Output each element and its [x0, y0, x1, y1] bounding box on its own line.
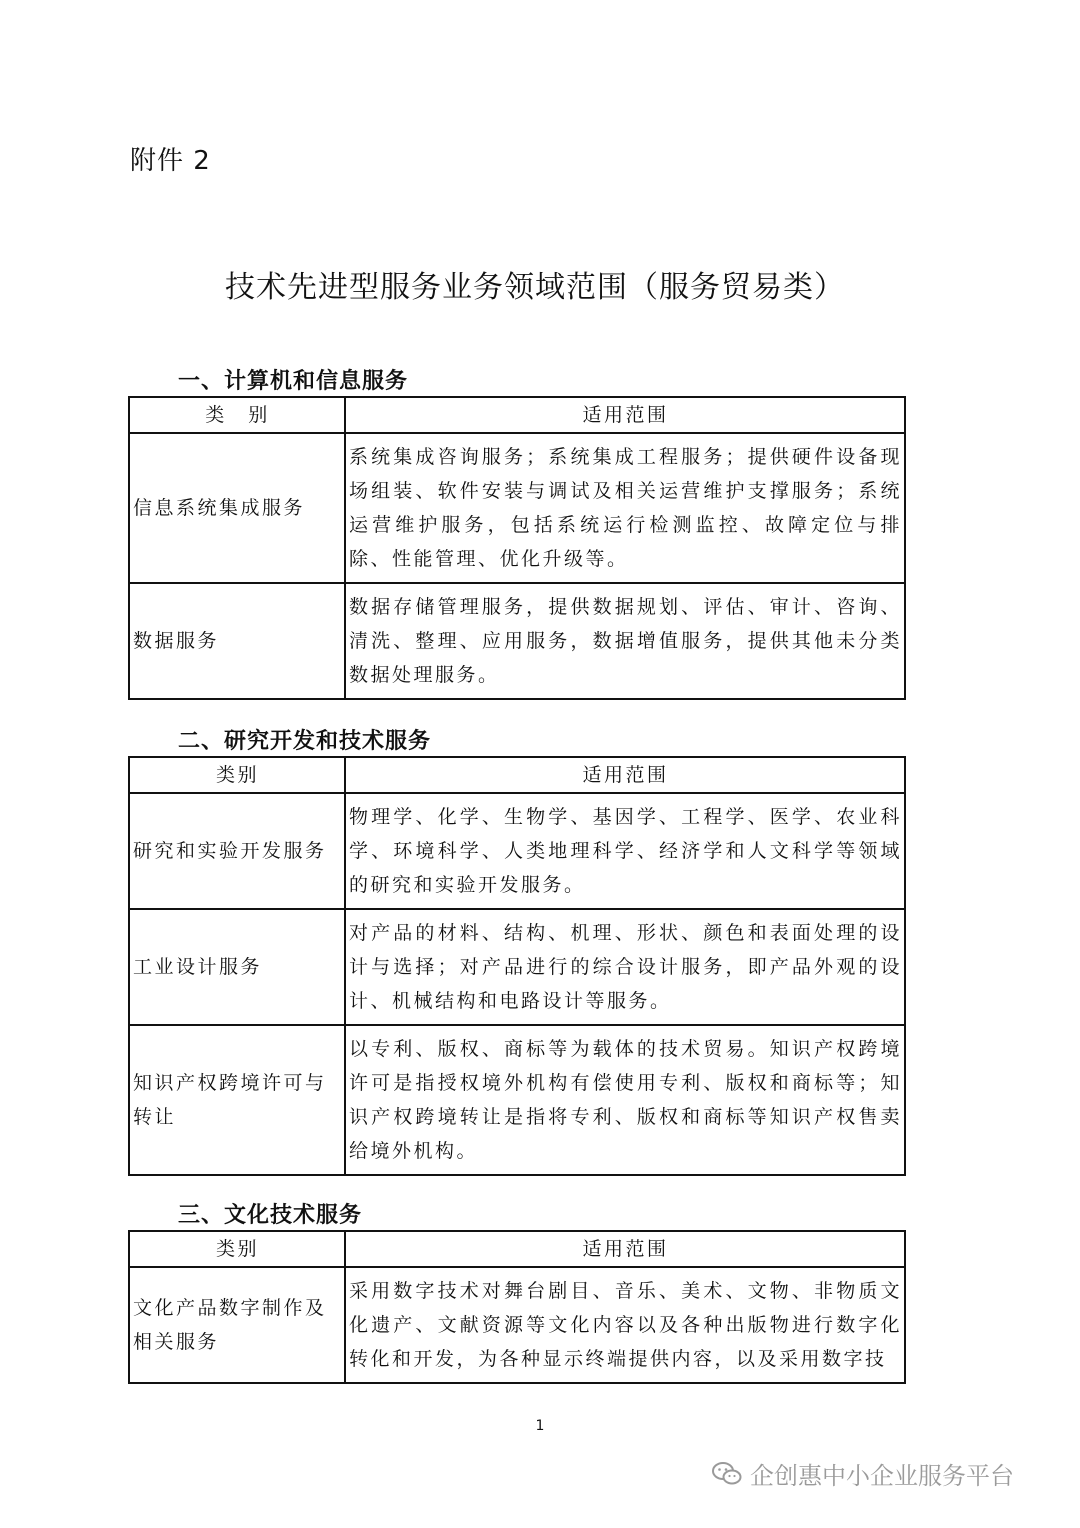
- watermark: [712, 1456, 1014, 1491]
- header-scope: 适用范围: [345, 1231, 905, 1267]
- row-category: 研究和实验开发服务: [129, 793, 345, 909]
- attachment-label: 附件 2: [130, 146, 211, 176]
- row-scope: 系统集成咨询服务；系统集成工程服务；提供硬件设备现场组装、软件安装与调试及相关运营维护支撑服务；系统运营维护服务，包括系统运行检测监控、故障定位与排除、性能管理、优化升级等。: [345, 433, 905, 583]
- row-category: 工业设计服务: [129, 909, 345, 1025]
- table-computer-info: [128, 396, 906, 700]
- wechat-icon: [712, 1461, 742, 1487]
- section-heading-rd-tech: 二、研究开发和技术服务: [178, 729, 432, 754]
- table-row: [129, 583, 905, 699]
- row-scope: 以专利、版权、商标等为载体的技术贸易。知识产权跨境许可是指授权境外机构有偿使用专利、版权和商标等；知识产权跨境转让是指将专利、版权和商标等知识产权售卖给境外机构。: [345, 1025, 905, 1175]
- watermark-text: 企创惠中小企业服务平台: [750, 1462, 1014, 1490]
- table-row: [129, 793, 905, 909]
- row-category: 信息系统集成服务: [129, 433, 345, 583]
- document-title: 技术先进型服务业务领域范围（服务贸易类）: [225, 270, 845, 305]
- row-category: 文化产品数字制作及相关服务: [129, 1267, 345, 1383]
- table-header-row: [129, 757, 905, 793]
- table-culture-tech: [128, 1230, 906, 1384]
- section-heading-computer-info: 一、计算机和信息服务: [178, 369, 409, 394]
- header-scope: 适用范围: [345, 757, 905, 793]
- row-scope: 采用数字技术对舞台剧目、音乐、美术、文物、非物质文化遗产、文献资源等文化内容以及各种出版物进行数字化转化和开发，为各种显示终端提供内容，以及采用数字技: [345, 1267, 905, 1383]
- header-scope: 适用范围: [345, 397, 905, 433]
- row-category: 数据服务: [129, 583, 345, 699]
- row-category: 知识产权跨境许可与转让: [129, 1025, 345, 1175]
- header-category: 类 别: [129, 397, 345, 433]
- table-row: [129, 1025, 905, 1175]
- header-category: 类别: [129, 757, 345, 793]
- table-header-row: [129, 1231, 905, 1267]
- row-scope: 对产品的材料、结构、机理、形状、颜色和表面处理的设计与选择；对产品进行的综合设计服务，即产品外观的设计、机械结构和电路设计等服务。: [345, 909, 905, 1025]
- page-number: 1: [535, 1418, 545, 1434]
- section-heading-culture-tech: 三、文化技术服务: [178, 1203, 363, 1228]
- table-row: [129, 1267, 905, 1383]
- row-scope: 数据存储管理服务，提供数据规划、评估、审计、咨询、清洗、整理、应用服务，数据增值服务，提供其他未分类数据处理服务。: [345, 583, 905, 699]
- table-row: [129, 909, 905, 1025]
- table-row: [129, 433, 905, 583]
- table-rd-tech: [128, 756, 906, 1176]
- table-header-row: [129, 397, 905, 433]
- header-category: 类别: [129, 1231, 345, 1267]
- row-scope: 物理学、化学、生物学、基因学、工程学、医学、农业科学、环境科学、人类地理科学、经济学和人文科学等领域的研究和实验开发服务。: [345, 793, 905, 909]
